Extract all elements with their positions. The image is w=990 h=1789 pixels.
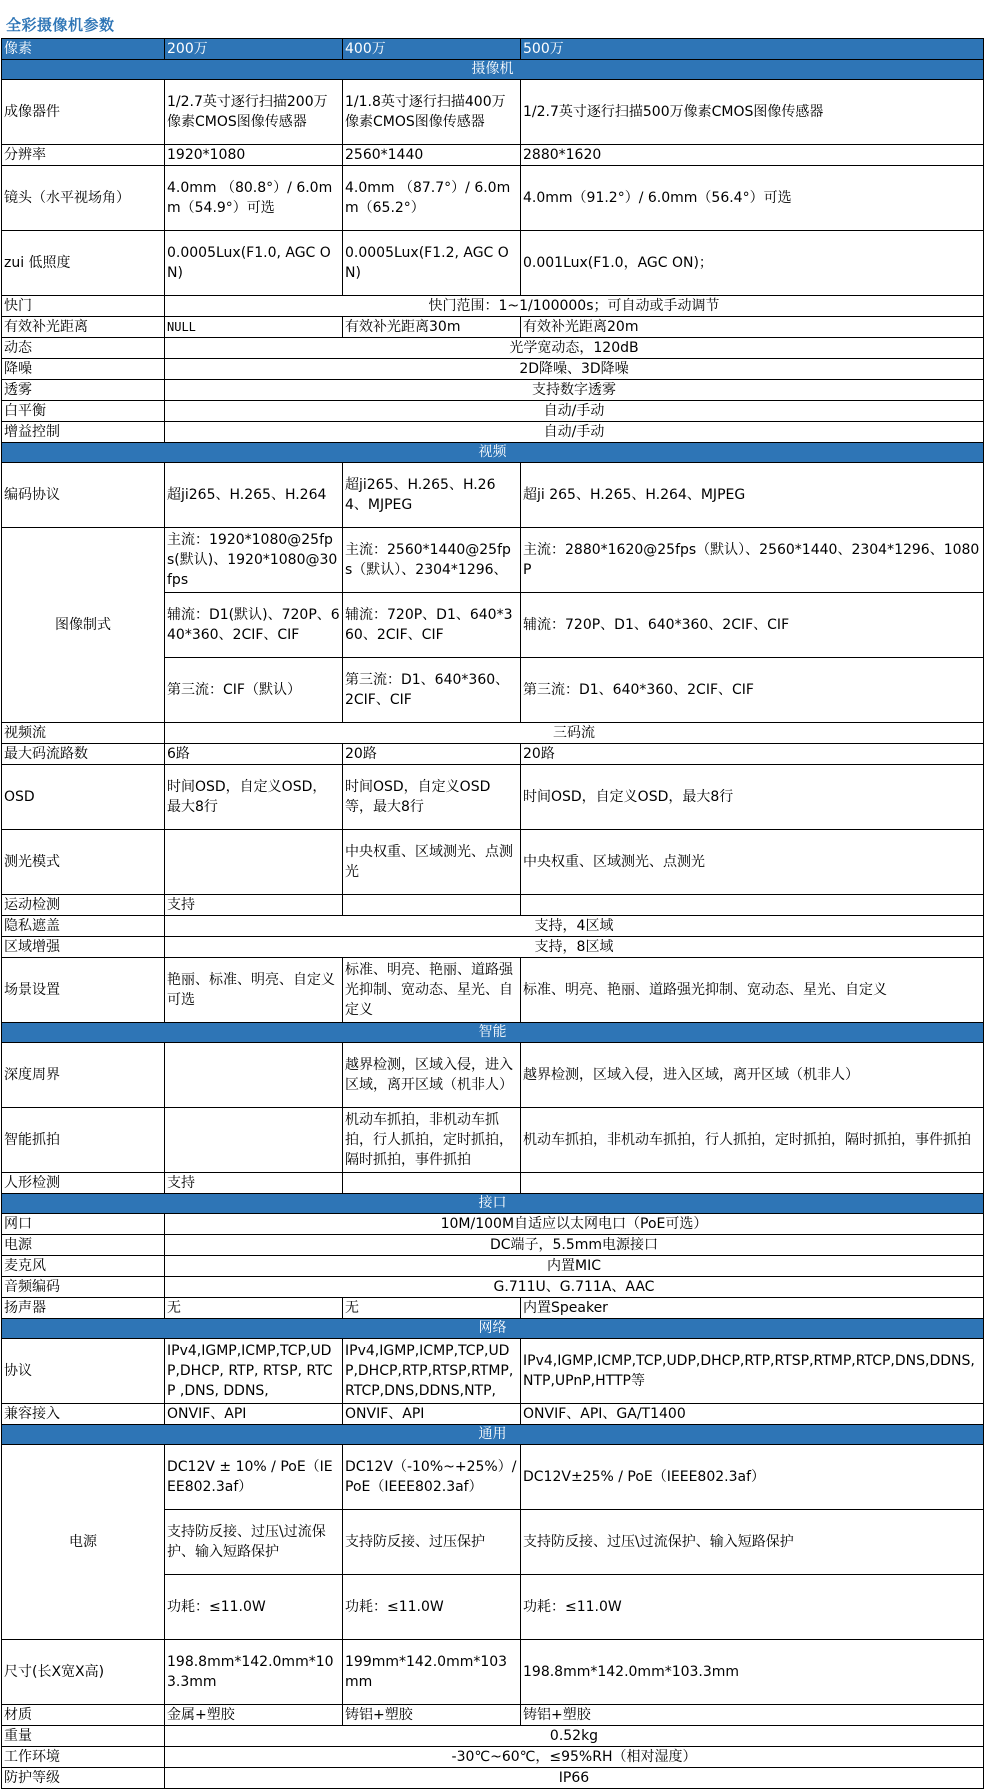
row-label: 人形检测 — [2, 1173, 165, 1194]
table-row — [2, 166, 984, 231]
row-label: 电源 — [2, 1235, 165, 1256]
row-value-2mp: DC12V ± 10% / PoE（IEEE802.3af） — [165, 1445, 343, 1510]
row-label: 工作环境 — [2, 1747, 165, 1768]
row-value-4mp: 辅流：720P、D1、640*360、2CIF、CIF — [343, 593, 521, 658]
row-value: 自动/手动 — [165, 422, 984, 443]
table-row — [2, 1277, 984, 1298]
row-value: 0.52kg — [165, 1726, 984, 1747]
row-value-2mp: 辅流：D1(默认)、720P、640*360、2CIF、CIF — [165, 593, 343, 658]
row-value: 支持数字透雾 — [165, 380, 984, 401]
row-value-5mp — [521, 895, 984, 916]
row-value: DC端子，5.5mm电源接口 — [165, 1235, 984, 1256]
header-pixel: 像素 — [2, 39, 165, 60]
row-value-4mp: 20路 — [343, 744, 521, 765]
row-value-4mp: 中央权重、区域测光、点测光 — [343, 830, 521, 895]
row-label: 深度周界 — [2, 1043, 165, 1108]
row-label: 镜头（水平视场角） — [2, 166, 165, 231]
row-label: 运动检测 — [2, 895, 165, 916]
table-row — [2, 463, 984, 528]
row-value-2mp: 1920*1080 — [165, 145, 343, 166]
row-label: 白平衡 — [2, 401, 165, 422]
row-value-5mp: 标准、明亮、艳丽、道路强光抑制、宽动态、星光、自定义 — [521, 958, 984, 1023]
row-label: 重量 — [2, 1726, 165, 1747]
row-label: 图像制式 — [2, 528, 165, 723]
row-value: 2D降噪、3D降噪 — [165, 359, 984, 380]
row-value-2mp: 主流：1920*1080@25fps(默认)、1920*1080@30fps — [165, 528, 343, 593]
table-row — [2, 145, 984, 166]
row-value: 光学宽动态，120dB — [165, 338, 984, 359]
row-value-2mp — [165, 1108, 343, 1173]
row-value-5mp: 主流：2880*1620@25fps（默认）、2560*1440、2304*1296、1080P — [521, 528, 984, 593]
row-value-2mp: 0.0005Lux(F1.0, AGC ON) — [165, 231, 343, 296]
table-row — [2, 1768, 984, 1789]
row-label: zui 低照度 — [2, 231, 165, 296]
row-value-5mp: 越界检测，区域入侵，进入区域，离开区域（机非人） — [521, 1043, 984, 1108]
row-value-4mp: IPv4,IGMP,ICMP,TCP,UDP,DHCP,RTP,RTSP,RTMP,RTCP,DNS,DDNS,NTP, — [343, 1339, 521, 1404]
table-row — [2, 916, 984, 937]
row-value-2mp: 支持防反接、过压\过流保护、输入短路保护 — [165, 1510, 343, 1575]
row-label: 最大码流路数 — [2, 744, 165, 765]
table-row — [2, 1747, 984, 1768]
row-value-4mp: 4.0mm （87.7°）/ 6.0mm（65.2°） — [343, 166, 521, 231]
table-row — [2, 1108, 984, 1173]
row-label: 音频编码 — [2, 1277, 165, 1298]
table-row — [2, 359, 984, 380]
table-row — [2, 1705, 984, 1726]
section-header-row — [2, 1425, 984, 1445]
table-row — [2, 422, 984, 443]
row-value-2mp: NULL — [165, 317, 343, 338]
row-value-4mp: 超ji265、H.265、H.264、MJPEG — [343, 463, 521, 528]
row-label: OSD — [2, 765, 165, 830]
row-value-4mp: 有效补光距离30m — [343, 317, 521, 338]
section-header-row — [2, 1194, 984, 1214]
row-value-5mp: 机动车抓拍，非机动车抓拍，行人抓拍，定时抓拍，隔时抓拍，事件抓拍 — [521, 1108, 984, 1173]
row-label: 透雾 — [2, 380, 165, 401]
row-label: 测光模式 — [2, 830, 165, 895]
section-header-row — [2, 1023, 984, 1043]
row-value-4mp: DC12V（-10%~+25%）/ PoE（IEEE802.3af） — [343, 1445, 521, 1510]
row-value-2mp: 功耗：≤11.0W — [165, 1575, 343, 1640]
row-value-5mp: IPv4,IGMP,ICMP,TCP,UDP,DHCP,RTP,RTSP,RTMP,RTCP,DNS,DDNS,NTP,UPnP,HTTP等 — [521, 1339, 984, 1404]
row-value-5mp: 有效补光距离20m — [521, 317, 984, 338]
row-value-5mp: ONVIF、API、GA/T1400 — [521, 1404, 984, 1425]
row-value: 支持，4区域 — [165, 916, 984, 937]
table-row — [2, 765, 984, 830]
table-row — [2, 1640, 984, 1705]
section-title: 接口 — [2, 1194, 984, 1214]
row-value-2mp: 198.8mm*142.0mm*103.3mm — [165, 1640, 343, 1705]
row-value-2mp — [165, 1043, 343, 1108]
table-row — [2, 1339, 984, 1404]
row-value-2mp — [165, 830, 343, 895]
row-label: 降噪 — [2, 359, 165, 380]
row-value: 三码流 — [165, 723, 984, 744]
row-value-4mp: 越界检测，区域入侵，进入区域，离开区域（机非人） — [343, 1043, 521, 1108]
row-value-4mp: ONVIF、API — [343, 1404, 521, 1425]
row-value-5mp: 功耗：≤11.0W — [521, 1575, 984, 1640]
row-value-4mp — [343, 1173, 521, 1194]
table-header-row — [2, 39, 984, 60]
row-value-5mp: DC12V±25% / PoE（IEEE802.3af） — [521, 1445, 984, 1510]
table-row — [2, 401, 984, 422]
row-label: 快门 — [2, 296, 165, 317]
row-label: 成像器件 — [2, 80, 165, 145]
document-title: 全彩摄像机参数 — [6, 16, 115, 34]
table-row — [2, 1404, 984, 1425]
row-value-4mp: 时间OSD，自定义OSD等，最大8行 — [343, 765, 521, 830]
row-value-5mp: 内置Speaker — [521, 1298, 984, 1319]
table-row — [2, 317, 984, 338]
table-row — [2, 830, 984, 895]
spec-table-body — [2, 39, 984, 1789]
table-row — [2, 958, 984, 1023]
row-label: 麦克风 — [2, 1256, 165, 1277]
row-value-2mp: 超ji265、H.265、H.264 — [165, 463, 343, 528]
table-row — [2, 80, 984, 145]
section-title: 智能 — [2, 1023, 984, 1043]
table-row — [2, 1214, 984, 1235]
row-value-2mp: 1/2.7英寸逐行扫描200万像素CMOS图像传感器 — [165, 80, 343, 145]
row-value: 10M/100M自适应以太网电口（PoE可选） — [165, 1214, 984, 1235]
row-value: 自动/手动 — [165, 401, 984, 422]
row-value-5mp: 第三流：D1、640*360、2CIF、CIF — [521, 658, 984, 723]
row-value: -30℃~60℃，≤95%RH（相对湿度） — [165, 1747, 984, 1768]
row-value-5mp: 支持防反接、过压\过流保护、输入短路保护 — [521, 1510, 984, 1575]
row-value-4mp: 0.0005Lux(F1.2, AGC ON) — [343, 231, 521, 296]
row-value-2mp: 时间OSD，自定义OSD，最大8行 — [165, 765, 343, 830]
table-row — [2, 380, 984, 401]
row-value-5mp: 铸铝+塑胶 — [521, 1705, 984, 1726]
row-label: 网口 — [2, 1214, 165, 1235]
table-row — [2, 1256, 984, 1277]
row-value-5mp: 时间OSD，自定义OSD，最大8行 — [521, 765, 984, 830]
table-row — [2, 1298, 984, 1319]
row-label: 视频流 — [2, 723, 165, 744]
row-label: 隐私遮盖 — [2, 916, 165, 937]
row-value-5mp: 198.8mm*142.0mm*103.3mm — [521, 1640, 984, 1705]
row-value: G.711U、G.711A、AAC — [165, 1277, 984, 1298]
spec-table — [1, 38, 984, 1789]
table-row — [2, 296, 984, 317]
section-title: 视频 — [2, 443, 984, 463]
row-value-2mp: IPv4,IGMP,ICMP,TCP,UDP,DHCP, RTP, RTSP, RTCP ,DNS, DDNS, — [165, 1339, 343, 1404]
row-label: 编码协议 — [2, 463, 165, 528]
row-label: 电源 — [2, 1445, 165, 1640]
section-title: 通用 — [2, 1425, 984, 1445]
row-label: 场景设置 — [2, 958, 165, 1023]
row-value-4mp: 无 — [343, 1298, 521, 1319]
row-value-4mp: 199mm*142.0mm*103mm — [343, 1640, 521, 1705]
row-label: 尺寸(长X宽X高) — [2, 1640, 165, 1705]
table-row — [2, 1445, 984, 1510]
section-header-row — [2, 60, 984, 80]
row-value-5mp: 1/2.7英寸逐行扫描500万像素CMOS图像传感器 — [521, 80, 984, 145]
row-label: 防护等级 — [2, 1768, 165, 1789]
row-value-4mp — [343, 895, 521, 916]
row-value-5mp: 辅流：720P、D1、640*360、2CIF、CIF — [521, 593, 984, 658]
row-value: IP66 — [165, 1768, 984, 1789]
section-header-row — [2, 1319, 984, 1339]
table-row — [2, 1043, 984, 1108]
row-value-4mp: 支持防反接、过压保护 — [343, 1510, 521, 1575]
row-value-2mp: 无 — [165, 1298, 343, 1319]
header-4mp: 400万 — [343, 39, 521, 60]
table-row — [2, 895, 984, 916]
row-value-4mp: 1/1.8英寸逐行扫描400万像素CMOS图像传感器 — [343, 80, 521, 145]
table-row — [2, 937, 984, 958]
row-label: 有效补光距离 — [2, 317, 165, 338]
row-value-2mp: 4.0mm （80.8°）/ 6.0mm（54.9°）可选 — [165, 166, 343, 231]
row-value-2mp: 6路 — [165, 744, 343, 765]
table-row — [2, 744, 984, 765]
row-label: 分辨率 — [2, 145, 165, 166]
table-row — [2, 1726, 984, 1747]
row-value-2mp: 金属+塑胶 — [165, 1705, 343, 1726]
row-value: 快门范围：1~1/100000s；可自动或手动调节 — [165, 296, 984, 317]
row-label: 兼容接入 — [2, 1404, 165, 1425]
row-value-4mp: 第三流：D1、640*360、2CIF、CIF — [343, 658, 521, 723]
section-title: 网络 — [2, 1319, 984, 1339]
table-row — [2, 231, 984, 296]
row-value-5mp — [521, 1173, 984, 1194]
row-value-5mp: 中央权重、区域测光、点测光 — [521, 830, 984, 895]
row-value-2mp: 第三流：CIF（默认） — [165, 658, 343, 723]
row-value-4mp: 标准、明亮、艳丽、道路强光抑制、宽动态、星光、自定义 — [343, 958, 521, 1023]
row-value-4mp: 2560*1440 — [343, 145, 521, 166]
table-row — [2, 528, 984, 593]
section-title: 摄像机 — [2, 60, 984, 80]
row-label: 材质 — [2, 1705, 165, 1726]
row-label: 扬声器 — [2, 1298, 165, 1319]
row-value: 内置MIC — [165, 1256, 984, 1277]
row-value-4mp: 机动车抓拍，非机动车抓拍，行人抓拍，定时抓拍，隔时抓拍，事件抓拍 — [343, 1108, 521, 1173]
row-value-4mp: 主流：2560*1440@25fps（默认）、2304*1296、 — [343, 528, 521, 593]
row-value-5mp: 0.001Lux(F1.0，AGC ON)； — [521, 231, 984, 296]
row-value-4mp: 铸铝+塑胶 — [343, 1705, 521, 1726]
row-value-5mp: 4.0mm（91.2°）/ 6.0mm（56.4°）可选 — [521, 166, 984, 231]
row-value-5mp: 超ji 265、H.265、H.264、MJPEG — [521, 463, 984, 528]
row-value-5mp: 2880*1620 — [521, 145, 984, 166]
header-5mp: 500万 — [521, 39, 984, 60]
row-value: 支持，8区域 — [165, 937, 984, 958]
section-header-row — [2, 443, 984, 463]
header-2mp: 200万 — [165, 39, 343, 60]
row-value-2mp: ONVIF、API — [165, 1404, 343, 1425]
row-label: 动态 — [2, 338, 165, 359]
row-value-2mp: 支持 — [165, 895, 343, 916]
row-label: 增益控制 — [2, 422, 165, 443]
row-value-4mp: 功耗：≤11.0W — [343, 1575, 521, 1640]
table-row — [2, 338, 984, 359]
row-label: 智能抓拍 — [2, 1108, 165, 1173]
table-row — [2, 1235, 984, 1256]
row-label: 区域增强 — [2, 937, 165, 958]
table-row — [2, 1173, 984, 1194]
row-value-5mp: 20路 — [521, 744, 984, 765]
table-row — [2, 723, 984, 744]
row-label: 协议 — [2, 1339, 165, 1404]
row-value-2mp: 支持 — [165, 1173, 343, 1194]
row-value-2mp: 艳丽、标准、明亮、自定义可选 — [165, 958, 343, 1023]
